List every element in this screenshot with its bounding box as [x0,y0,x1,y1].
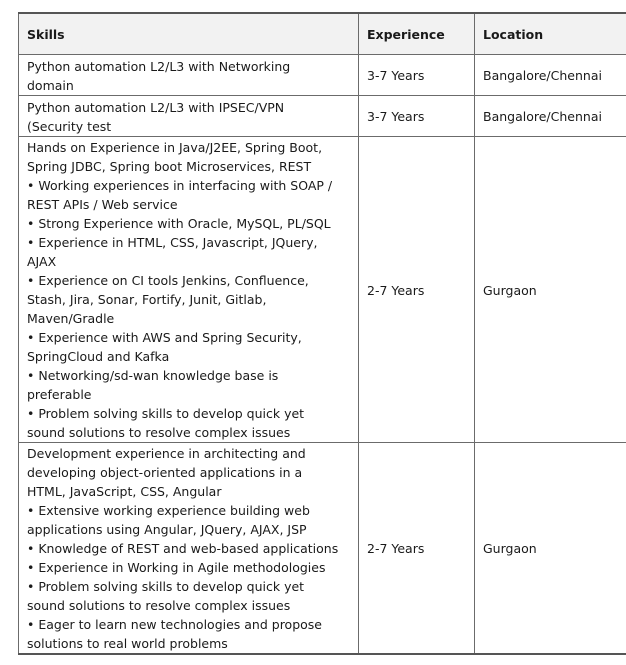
experience-cell: 3-7 Years [359,55,475,96]
location-cell: Bangalore/Chennai [475,55,626,96]
skills-line: Spring JDBC, Spring boot Microservices, REST [27,159,312,174]
skills-line: REST APIs / Web service [27,197,178,212]
skills-line: SpringCloud and Kafka [27,349,170,364]
skills-line: • Problem solving skills to develop quick yet [27,579,305,594]
skills-line: • Experience in HTML, CSS, Javascript, JQuery, [27,235,318,250]
skills-line: applications using Angular, JQuery, AJAX, JSP [27,522,307,537]
skills-line: Stash, Jira, Sonar, Fortify, Junit, Gitlab, [27,292,267,307]
skills-line: • Strong Experience with Oracle, MySQL, PL/SQL [27,216,331,231]
experience-column-header: Experience [359,13,475,55]
skills-line: • Networking/sd-wan knowledge base is [27,368,279,383]
location-column-header: Location [475,13,626,55]
skills-line: Python automation L2/L3 with Networking [27,58,291,74]
skills-line: • Problem solving skills to develop quick yet [27,406,305,421]
skills-line: HTML, JavaScript, CSS, Angular [27,484,222,499]
skills-line: Python automation L2/L3 with IPSEC/VPN [27,99,285,115]
skills-cell [19,443,359,655]
location-cell: Bangalore/Chennai [475,96,626,137]
skills-column-header: Skills [19,13,359,55]
table-header-row [19,13,626,55]
skills-line: • Extensive working experience building web [27,503,310,518]
skills-line: • Eager to learn new technologies and propose [27,617,322,632]
table-row [19,96,626,137]
table-row [19,55,626,96]
skills-line: Hands on Experience in Java/J2EE, Spring Boot, [27,140,323,155]
job-openings-table [18,12,626,655]
table-row [19,137,626,443]
skills-cell [19,96,359,137]
skills-line: • Experience in Working in Agile methodologies [27,560,326,575]
experience-cell: 2-7 Years [359,443,475,655]
skills-line: • Experience on CI tools Jenkins, Confluence, [27,273,309,288]
experience-cell: 2-7 Years [359,137,475,443]
skills-line: domain [27,77,74,93]
skills-line: • Knowledge of REST and web-based applications [27,541,339,556]
skills-line: solutions to real world problems [27,636,228,651]
skills-line: (Security test [27,118,112,134]
table-row [19,443,626,655]
skills-line: Development experience in architecting and [27,446,306,461]
skills-line: preferable [27,387,92,402]
location-cell: Gurgaon [475,137,626,443]
experience-cell: 3-7 Years [359,96,475,137]
skills-line: sound solutions to resolve complex issues [27,598,291,613]
skills-line: developing object-oriented applications in a [27,465,303,480]
skills-line: AJAX [27,254,57,269]
skills-line: • Working experiences in interfacing with SOAP / [27,178,333,193]
skills-line: Maven/Gradle [27,311,115,326]
skills-cell [19,137,359,443]
location-cell: Gurgaon [475,443,626,655]
skills-line: sound solutions to resolve complex issues [27,425,291,440]
skills-line: • Experience with AWS and Spring Security, [27,330,302,345]
skills-cell [19,55,359,96]
